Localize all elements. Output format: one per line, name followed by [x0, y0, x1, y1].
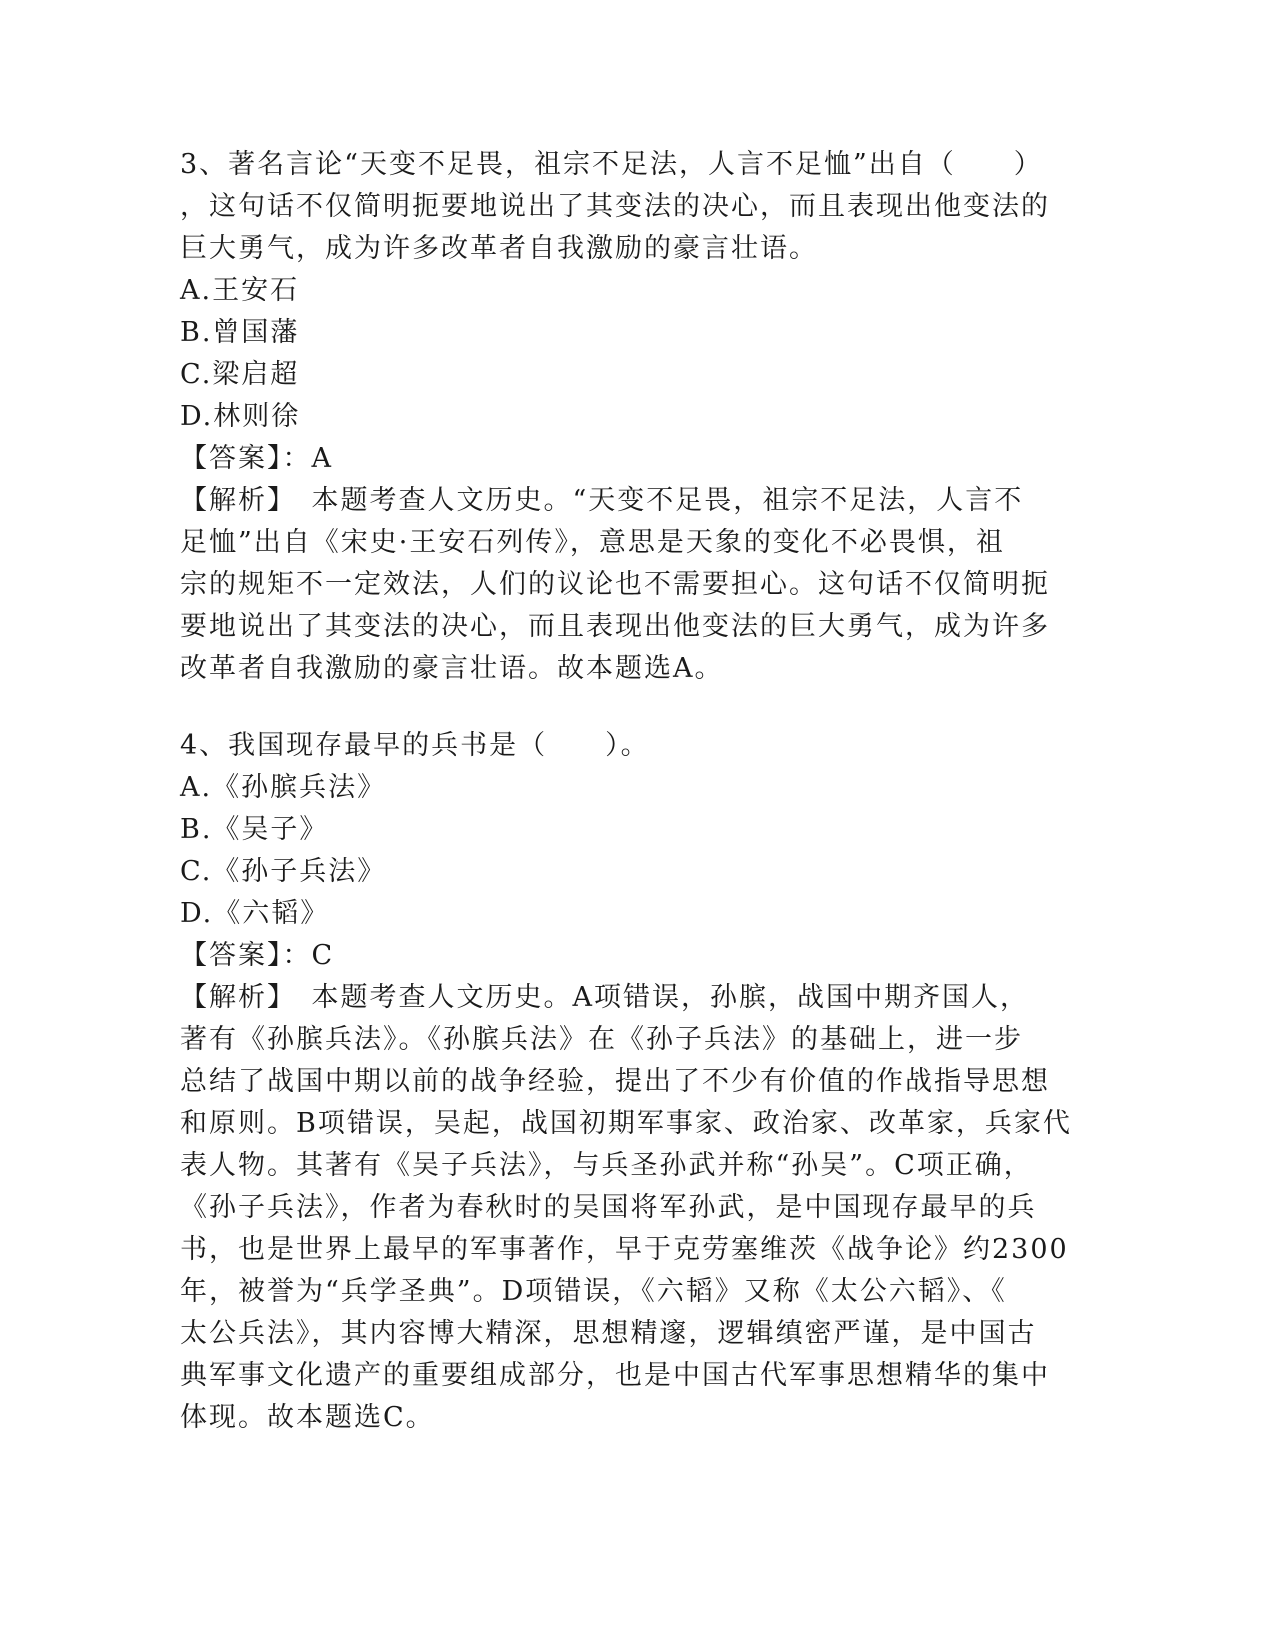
- question-stem-line: 巨大勇气，成为许多改革者自我激励的豪言壮语。: [180, 233, 818, 264]
- question-stem-line: 4、我国现存最早的兵书是（ ）。: [180, 730, 650, 761]
- analysis-line: 和原则。B项错误，吴起，战国初期军事家、政治家、改革家，兵家代: [180, 1108, 1072, 1139]
- option-d: D.《六韬》: [180, 898, 330, 929]
- analysis-line: 宗的规矩不一定效法，人们的议论也不需要担心。这句话不仅简明扼: [180, 569, 1050, 600]
- option-b: B.《吴子》: [180, 814, 329, 845]
- analysis-line: 书，也是世界上最早的军事著作，早于克劳塞维茨《战争论》约2300: [180, 1234, 1069, 1265]
- analysis-line: 体现。故本题选C。: [180, 1402, 435, 1433]
- analysis-line: 太公兵法》，其内容博大精深，思想精邃，逻辑缜密严谨，是中国古: [180, 1318, 1037, 1349]
- analysis-line: 年，被誉为“兵学圣典”。D项错误，《六韬》又称《太公六韬》、《: [180, 1276, 1007, 1307]
- analysis-line: 【解析】 本题考查人文历史。A项错误，孙膑，战国中期齐国人，: [180, 982, 1029, 1013]
- option-a: A.《孙膑兵法》: [180, 772, 387, 803]
- option-c: C.《孙子兵法》: [180, 856, 387, 887]
- analysis-line: 要地说出了其变法的决心，而且表现出他变法的巨大勇气，成为许多: [180, 611, 1050, 642]
- option-d: D.林则徐: [180, 401, 301, 432]
- option-a: A.王安石: [180, 275, 300, 306]
- question-spacer: [180, 690, 1080, 725]
- option-c: C.梁启超: [180, 359, 300, 390]
- analysis-line: 【解析】 本题考查人文历史。“天变不足畏，祖宗不足法，人言不: [180, 485, 1024, 516]
- document-page: [180, 144, 1080, 1439]
- question-block: [180, 725, 1080, 1439]
- analysis-line: 著有《孙膑兵法》。《孙膑兵法》在《孙子兵法》的基础上，进一步: [180, 1024, 1023, 1055]
- option-b: B.曾国藩: [180, 317, 300, 348]
- analysis-line: 典军事文化遗产的重要组成部分，也是中国古代军事思想精华的集中: [180, 1360, 1050, 1391]
- answer-line: 【答案】：C: [180, 940, 335, 971]
- analysis-line: 表人物。其著有《吴子兵法》，与兵圣孙武并称“孙吴”。C项正确，: [180, 1150, 1033, 1181]
- analysis-line: 改革者自我激励的豪言壮语。故本题选A。: [180, 653, 724, 684]
- question-stem-line: ，这句话不仅简明扼要地说出了其变法的决心，而且表现出他变法的: [180, 191, 1050, 222]
- question-block: [180, 144, 1080, 690]
- analysis-line: 足恤”出自《宋史·王安石列传》，意思是天象的变化不必畏惧，祖: [180, 527, 1005, 558]
- analysis-line: 《孙子兵法》，作者为春秋时的吴国将军孙武，是中国现存最早的兵: [180, 1192, 1037, 1223]
- question-stem-line: 3、著名言论“天变不足畏，祖宗不足法，人言不足恤”出自（ ）: [180, 149, 1043, 180]
- analysis-line: 总结了战国中期以前的战争经验，提出了不少有价值的作战指导思想: [180, 1066, 1050, 1097]
- answer-line: 【答案】：A: [180, 443, 333, 474]
